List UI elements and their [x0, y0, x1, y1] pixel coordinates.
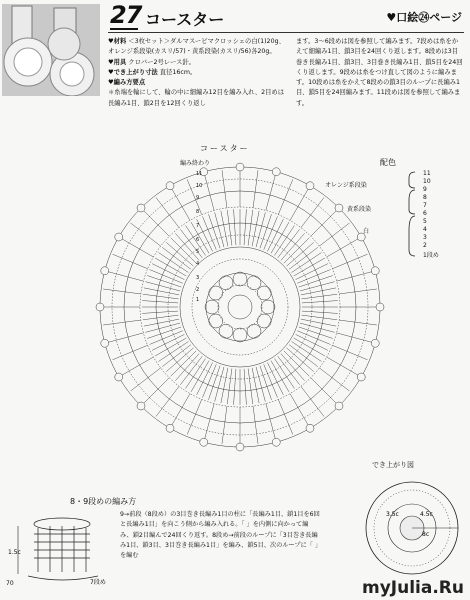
- chart-scallop: [272, 168, 280, 176]
- chart-outer-stitch: [253, 170, 258, 208]
- materials-block: [108, 37, 288, 109]
- finished-dim-1: 3.5c: [386, 511, 399, 518]
- how-row-label: 7段め: [90, 579, 106, 586]
- chart-row-mark: 3: [196, 275, 200, 281]
- chart-outer-stitch: [204, 404, 214, 441]
- chart-scallop: [115, 373, 123, 381]
- chart-scallop: [376, 303, 384, 311]
- chart-outer-stitch: [113, 345, 148, 360]
- chart-stitch: [248, 368, 253, 404]
- chart-stitch: [171, 351, 196, 376]
- chart-stitch: [145, 323, 180, 332]
- chart-stitch: [260, 366, 272, 400]
- chart-stitch: [281, 233, 305, 260]
- chart-petal: [247, 324, 261, 338]
- chart-scallop: [166, 424, 174, 432]
- chart-stitch: [284, 238, 309, 263]
- instructions-text: ます。3～6段めは図を参照して編みます。7段めは糸をかえて細編み1目、鎖3目を24回くり返します。8段めは3目巻き長編み1目、鎖3目、3目巻き長編み1目、鎖5目を24回くり返します。9段めは糸をつけ直して図のように編みます。10段めは糸をかえて8段めの鎖3目のループに長編み1目、鎖5目を24回編みます。11段めは図を参照して編みます。: [296, 38, 463, 107]
- chart-stitch: [302, 301, 338, 303]
- legend-white: 白: [363, 228, 370, 235]
- chart-stitch: [281, 354, 305, 381]
- chart-row-mark: 6: [196, 237, 200, 243]
- page-number: 70: [6, 580, 14, 587]
- crochet-chart: [95, 162, 385, 452]
- chart-petal: [233, 272, 247, 286]
- chart-outer-stitch: [103, 320, 141, 325]
- chart-scallop: [137, 204, 145, 212]
- finished-dim-2: 4.5c: [420, 511, 433, 518]
- chart-stitch: [284, 351, 309, 376]
- chart-ring: [228, 295, 252, 319]
- chart-stitch: [175, 354, 199, 381]
- legend-yellow: 黄系段染: [347, 206, 372, 213]
- chart-stitch: [287, 242, 314, 266]
- color-legend-title: 配色: [380, 158, 396, 167]
- chart-outer-stitch: [142, 209, 169, 236]
- chart-outer-stitch: [319, 223, 349, 246]
- chart-scallop: [137, 402, 145, 410]
- chart-row-mark: 5: [196, 249, 200, 255]
- chart-outer-stitch: [332, 254, 367, 269]
- chart-outer-stitch: [222, 170, 227, 208]
- chart-scallop: [236, 443, 244, 451]
- points-text: ＊糸端を輪にして、輪の中に細編み12目を編み入れ、2目めは長編み1目、鎖2目を12回くり返し: [108, 89, 284, 107]
- points-heading: ♥編み方要点: [108, 79, 146, 87]
- chart-stitch: [301, 319, 336, 326]
- chart-petal: [219, 276, 233, 290]
- chart-stitch: [248, 210, 253, 246]
- chart-scallop: [101, 339, 109, 347]
- chart-outer-stitch: [311, 209, 338, 236]
- materials-heading: ♥材料: [108, 38, 127, 45]
- finished-diagram: [362, 478, 462, 578]
- chart-scallop: [115, 233, 123, 241]
- chart-row-mark: 4: [196, 261, 200, 267]
- chart-outer-stitch: [107, 271, 144, 281]
- chart-stitch: [252, 368, 259, 403]
- chart-outer-stitch: [156, 386, 179, 416]
- chart-outer-stitch: [337, 271, 374, 281]
- chart-row-mark: 2: [196, 287, 200, 293]
- chart-scallop: [306, 424, 314, 432]
- how-to-figure: [8, 512, 118, 587]
- chart-outer-stitch: [204, 174, 214, 211]
- tools-heading: ♥用具: [108, 58, 127, 66]
- chart-row-mark: 1: [196, 297, 200, 303]
- chart-outer-stitch: [278, 399, 293, 434]
- chart-stitch: [227, 210, 232, 246]
- chart-outer-stitch: [301, 386, 324, 416]
- chart-scallop: [306, 182, 314, 190]
- chart-stitch: [143, 315, 179, 320]
- chart-scallop: [101, 267, 109, 275]
- chart-stitch: [147, 327, 181, 339]
- chart-stitch: [144, 319, 179, 326]
- chart-ring: [218, 285, 262, 329]
- chart-outer-stitch: [107, 333, 144, 343]
- chart-stitch: [215, 367, 224, 402]
- chart-outer-stitch: [339, 289, 377, 294]
- chart-stitch: [300, 282, 335, 291]
- chart-scallop: [335, 204, 343, 212]
- chart-row-mark: 11: [196, 171, 203, 177]
- chart-stitch: [208, 366, 220, 400]
- how-dim: 1.5c: [8, 549, 21, 556]
- legend-row-7: 7: [423, 202, 427, 209]
- legend-row-3: 3: [423, 234, 427, 241]
- chart-petal: [247, 276, 261, 290]
- legend-brackets: [405, 170, 421, 260]
- legend-row-8: 8: [423, 194, 427, 201]
- legend-row-6: 6: [423, 210, 427, 217]
- chart-stitch: [234, 369, 236, 405]
- chart-petal: [257, 286, 271, 300]
- chart-stitch: [260, 214, 272, 248]
- chart-petal: [209, 286, 223, 300]
- finished-dim-3: 8c: [422, 531, 430, 538]
- chart-stitch: [302, 311, 338, 313]
- chart-outer-stitch: [156, 198, 179, 228]
- header-rule: [108, 32, 464, 33]
- chart-stitch: [300, 323, 335, 332]
- chart-outer-stitch: [319, 368, 349, 391]
- chart-outer-stitch: [278, 180, 293, 215]
- chart-outer-stitch: [253, 406, 258, 444]
- instructions-block: [296, 37, 464, 109]
- chart-petal: [205, 300, 219, 314]
- chart-outer-stitch: [222, 406, 227, 444]
- chart-stitch: [299, 275, 333, 287]
- chart-stitch: [301, 315, 337, 320]
- chart-stitch: [143, 294, 179, 299]
- chart-outer-stitch: [113, 254, 148, 269]
- how-to-text: [120, 510, 320, 561]
- chart-scallop: [371, 267, 379, 275]
- finished-diagram-title: でき上がり図: [372, 461, 414, 469]
- chart-title: コースター: [200, 144, 250, 153]
- chart-outer-stitch: [131, 368, 161, 391]
- chart-outer-stitch: [103, 289, 141, 294]
- chart-stitch: [208, 214, 220, 248]
- chart-stitch: [221, 368, 228, 403]
- product-photo: [2, 4, 100, 96]
- pattern-number: 27: [110, 1, 142, 29]
- legend-row-1: 1段め: [423, 252, 439, 259]
- chart-scallop: [236, 163, 244, 171]
- chart-stitch: [244, 209, 246, 245]
- chart-scallop: [200, 438, 208, 446]
- chart-stitch: [227, 368, 232, 404]
- chart-scallop: [272, 438, 280, 446]
- chart-outer-stitch: [301, 198, 324, 228]
- watermark: myJulia.Ru: [362, 578, 464, 598]
- chart-outer-stitch: [131, 223, 161, 246]
- chart-stitch: [142, 301, 178, 303]
- chart-outer-stitch: [266, 404, 276, 441]
- end-label: 編み終わり: [180, 160, 211, 167]
- chart-stitch: [256, 367, 265, 402]
- legend-row-4: 4: [423, 226, 427, 233]
- legend-row-10: 10: [423, 178, 431, 185]
- chart-outer-stitch: [142, 378, 169, 405]
- chart-outer-stitch: [187, 399, 202, 434]
- legend-row-2: 2: [423, 242, 427, 249]
- chart-stitch: [144, 288, 179, 295]
- chart-stitch: [147, 275, 181, 287]
- chart-scallop: [166, 182, 174, 190]
- chart-outer-stitch: [337, 333, 374, 343]
- size-heading: ♥でき上がり寸法: [108, 68, 158, 76]
- photo-page-ref: ♥口絵㉔ページ: [386, 11, 462, 24]
- chart-stitch: [145, 282, 180, 291]
- chart-stitch: [299, 327, 333, 339]
- chart-petal: [209, 314, 223, 328]
- materials-text: ＜3枚セット＞ダルマスーピマクロッシェの白(1)20g、オレンジ系段染(カスリ/57)・黄系段染(カスリ/56)各20g。: [108, 38, 285, 56]
- chart-stitch: [234, 209, 236, 245]
- chart-row-mark: 8: [196, 209, 200, 215]
- chart-row-mark: 9: [196, 195, 200, 201]
- how-to-title: 8・9段めの編み方: [70, 497, 137, 506]
- chart-stitch: [166, 348, 193, 372]
- pattern-title: コースター: [145, 10, 225, 29]
- tools-text: クロバー2号レース針。: [128, 58, 195, 66]
- legend-orange: オレンジ系段染: [325, 182, 367, 189]
- chart-stitch: [252, 211, 259, 246]
- chart-stitch: [244, 369, 246, 405]
- chart-outer-stitch: [339, 320, 377, 325]
- chart-petal: [219, 324, 233, 338]
- chart-ring: [206, 273, 274, 341]
- legend-row-9: 9: [423, 186, 427, 193]
- chart-stitch: [256, 212, 265, 247]
- chart-row-mark: 10: [196, 183, 203, 189]
- chart-scallop: [96, 303, 104, 311]
- chart-scallop: [357, 373, 365, 381]
- chart-stitch: [301, 294, 337, 299]
- chart-stitch: [301, 288, 336, 295]
- chart-stitch: [142, 311, 178, 313]
- chart-scallop: [371, 339, 379, 347]
- chart-stitch: [215, 212, 224, 247]
- chart-outer-stitch: [311, 378, 338, 405]
- legend-row-5: 5: [423, 218, 427, 225]
- size-text: 直径16cm。: [159, 68, 197, 76]
- chart-stitch: [171, 238, 196, 263]
- chart-stitch: [221, 211, 228, 246]
- how-to-paragraph: 9→前段（8段め）の3目巻き長編み1目の柱に「長編み1目、鎖1目を6回と長編み1目」を向こう側から編み入れる。「 」を内側に向かって編み、鎖2目編んで24回くり返す。8段め→前段のループに「3目巻き長編み1目、鎖3目、3目巻き長編み1目」を編み、鎖5目、次のループに「 」を編む: [120, 511, 320, 560]
- chart-stitch: [166, 242, 193, 266]
- chart-petal: [261, 300, 275, 314]
- chart-stitch: [287, 348, 314, 372]
- chart-row-mark: 7: [196, 223, 200, 229]
- chart-outer-stitch: [332, 345, 367, 360]
- chart-scallop: [335, 402, 343, 410]
- chart-ring: [192, 259, 288, 355]
- legend-row-11: 11: [423, 170, 431, 177]
- chart-petal: [233, 328, 247, 342]
- chart-outer-stitch: [266, 174, 276, 211]
- chart-petal: [257, 314, 271, 328]
